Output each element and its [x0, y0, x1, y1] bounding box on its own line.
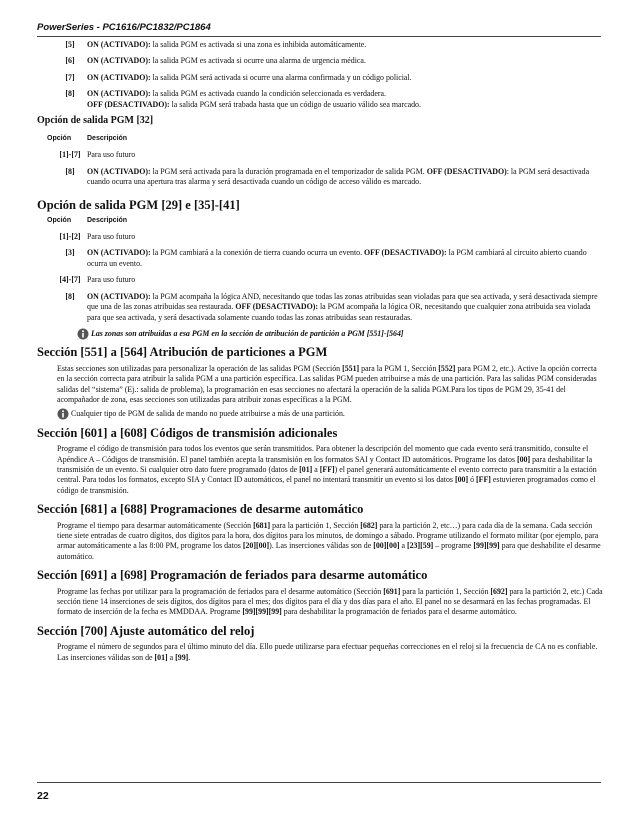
option-text-off: la PGM acompaña la lógica OR, necesitando que cualquier zona atribuida sea violada para que sea activada, y será desactivada solamente cuando todas las zonas atribuidas sean restauradas. — [87, 302, 591, 322]
option-number: [7] — [65, 72, 75, 82]
text-run: – programe — [433, 541, 474, 551]
text-run-bold: [FF] — [319, 464, 335, 474]
section-title-681: Sección [681] a [688] Programaciones de desarme automático — [37, 502, 364, 517]
option-row — [37, 275, 605, 285]
running-header: PowerSeries - PC1616/PC1832/PC1864 — [37, 22, 211, 33]
section-paragraph — [37, 364, 605, 406]
text-run: . — [188, 652, 191, 662]
text-run: para la PGM 1, Sección — [359, 363, 439, 373]
option-row — [37, 40, 605, 50]
text-run-bold: [00] — [516, 454, 531, 464]
option-row — [37, 292, 605, 323]
column-option: Opción — [47, 135, 72, 143]
section-title-691: Sección [691] a [698] Programación de feriados para desarme automático — [37, 568, 428, 583]
text-run-bold: [682] — [360, 520, 378, 530]
option-number: [5] — [65, 40, 75, 49]
section-title-601: Sección [601] a [608] Códigos de transmisión adicionales — [37, 425, 338, 440]
text-run-bold: [551] — [342, 363, 360, 373]
column-header — [37, 134, 605, 146]
option-label-off: OFF (DESACTIVADO): — [235, 302, 318, 312]
text-run-bold: [552] — [438, 363, 456, 373]
option-label-off: OFF (DESACTIVADO): — [364, 248, 447, 258]
section-paragraph — [37, 587, 605, 618]
text-run: ) el panel generará automáticamente el evento correcto para transmitir a la estación central. Para todos los formatos, excepto SIA y Contact ID automáticos, el panel no intentará transmitir un evento si los datos — [57, 464, 597, 485]
option-number: [3] — [65, 248, 75, 258]
note — [37, 329, 605, 339]
option-text: la PGM cambiará a la conexión de tierra cuando ocurra un evento. — [150, 248, 365, 258]
info-icon — [77, 328, 89, 343]
text-run: Estas secciones son utilizadas para personalizar la operación de las salidas PGM (Sección — [57, 363, 343, 373]
option-label: ON (ACTIVADO): — [87, 291, 151, 301]
text-run-bold: [99] — [175, 652, 189, 662]
option-number: [1]-[2] — [59, 232, 81, 242]
text-run: Programe el código de transmisión para todos los eventos que serán transmitidos. Para obtener la descripción del momento que cada evento será transmitido, consulte el Apéndice A – Códigos de transmisión. El panel también acepta la transmisión en los formatos SAI y Contact ID automáticos. Programe los datos — [57, 444, 589, 464]
text-run: para la partición 1, Sección — [270, 520, 361, 530]
option-text-off: la salida PGM será trabada hasta que un código de usuario válido sea marcado. — [169, 99, 421, 109]
option-text: Para uso futuro — [87, 232, 136, 242]
option-row — [37, 248, 605, 269]
section-title-pgm29: Opción de salida PGM [29] e [35]-[41] — [37, 197, 240, 212]
text-run-bold: [23][59] — [406, 541, 434, 551]
option-label: ON (ACTIVADO): — [87, 248, 151, 258]
option-number: [8] — [65, 291, 75, 301]
option-label: ON (ACTIVADO): — [87, 166, 151, 176]
text-run-bold: [01] — [299, 464, 313, 474]
option-row — [37, 232, 605, 242]
option-text: la PGM será activada para la duración programada en el temporizador de salida PGM. — [150, 166, 427, 176]
option-number: [8] — [65, 166, 75, 176]
text-run: a — [399, 541, 407, 551]
column-description: Descripción — [87, 217, 128, 225]
option-row — [37, 73, 605, 83]
text-run: para deshabilitar la programación de feriados para el desarme automático. — [281, 607, 517, 617]
section-paragraph — [37, 521, 605, 563]
info-icon — [57, 408, 69, 423]
section-title-551: Sección [551] a [564] Atribución de particiones a PGM — [37, 345, 328, 360]
text-run: ó — [468, 475, 476, 485]
option-text-off: la PGM cambiará al circuito abierto cuando ocurra un evento. — [87, 248, 587, 268]
note-text: Las zonas son atribuidas a esa PGM en la sección de atribución de partición a PGM [551]-[564] — [91, 328, 404, 338]
option-row — [37, 56, 605, 66]
text-run: para deshabilitar la transmisión de un evento. Si cualquier otro dato fuere programado (datos de — [57, 454, 593, 474]
footer-rule — [37, 782, 601, 783]
section-title-pgm32: Opción de salida PGM [32] — [37, 115, 154, 127]
text-run-bold: [99][99] — [473, 541, 500, 551]
text-run: a — [167, 652, 176, 662]
option-row — [37, 167, 605, 188]
option-text: la PGM acompaña la lógica AND, necesitando que todas las zonas atribuidas sean violadas para que sea activada, y será desactivada siempre que una de las zonas atribuidas sea restaurada. — [87, 291, 598, 312]
option-number: [1]-[7] — [59, 150, 81, 160]
text-run: a — [312, 464, 320, 474]
text-run-bold: [99][99][99] — [242, 607, 282, 617]
text-run: para la partición 2, etc…) para cada día de la semana. Cada sección tiene siete entradas de cuatro dígitos, dos dígitos para la hora, dos dígitos para los minutos, de domingo a sábado. Programe utilizando el formato militar (por ejemplo, para armar automáticamente a las 8:00 PM, programe los datos — [57, 520, 599, 551]
option-label: ON (ACTIVADO): — [87, 40, 151, 49]
text-run: Programe el tiempo para desarmar automáticamente (Sección — [57, 520, 254, 530]
text-run-bold: [00] — [454, 475, 469, 485]
option-row — [37, 89, 605, 110]
option-row — [37, 150, 605, 160]
option-number: [4]-[7] — [59, 275, 81, 285]
text-run: ). Las inserciones válidas son de — [269, 541, 374, 551]
column-option: Opción — [47, 217, 72, 225]
option-text: la salida PGM es activada si ocurre una alarma de urgencia médica. — [150, 56, 366, 66]
option-label-off: OFF (DESACTIVADO): — [87, 99, 170, 109]
page-number: 22 — [37, 790, 49, 802]
text-run: Programe el número de segundos para el último minuto del día. Ello puede utilizarse para efectuar pequeñas correcciones en el reloj si la frecuencia de CA no es confiable. Las inserciones válidas son de — [57, 642, 598, 662]
text-run-bold: [20][00] — [242, 541, 270, 551]
option-text: la salida PGM será activada si ocurre una alarma confirmada y un código policial. — [150, 72, 412, 82]
text-run-bold: [691] — [383, 586, 401, 596]
text-run-bold: [681] — [253, 520, 271, 530]
column-header — [37, 216, 605, 228]
section-paragraph — [37, 642, 605, 663]
option-text: la salida PGM es activada cuando la condición seleccionada es verdadera. — [150, 89, 386, 99]
section-paragraph — [37, 444, 605, 496]
text-run-bold: [692] — [490, 586, 508, 596]
column-description: Descripción — [87, 135, 128, 143]
option-label: ON (ACTIVADO): — [87, 56, 151, 66]
option-label: ON (ACTIVADO): — [87, 72, 151, 82]
note-text: Cualquier tipo de PGM de salida de mando no puede atribuirse a más de una partición. — [71, 409, 345, 419]
text-run: estuvieren programados como el código de transmisión. — [57, 475, 596, 495]
section-title-700: Sección [700] Ajuste automático del reloj — [37, 623, 255, 638]
option-text: Para uso futuro — [87, 150, 136, 160]
option-label: ON (ACTIVADO): — [87, 89, 151, 99]
text-run: Programe las fechas por utilizar para la programación de feriados para el desarme automático (Sección — [57, 586, 384, 596]
option-number: [6] — [65, 56, 75, 66]
option-number: [8] — [65, 89, 75, 99]
option-text: la salida PGM es activada si una zona es inhibida automáticamente. — [150, 40, 367, 49]
text-run-bold: [00][00] — [373, 541, 400, 551]
option-text: Para uso futuro — [87, 275, 136, 285]
text-run: para que deshabilite el desarme automático. — [57, 541, 601, 561]
header-rule — [37, 36, 601, 37]
page-content — [37, 40, 605, 667]
option-label-off: OFF (DESACTIVADO) — [426, 166, 507, 176]
text-run: para la partición 1, Sección — [400, 586, 491, 596]
text-run: para la partición 2, etc.) Cada sección tiene 14 inserciones de seis dígitos, dos dígitos para el mes; dos dígitos para el día y dos días para el año. El panel no se desarmará en las fechas programadas. El formato de inserción de la fecha es MMDDAA. Programe — [57, 586, 603, 617]
note — [37, 409, 605, 419]
text-run-bold: [01] — [154, 652, 168, 662]
text-run-bold: [FF] — [476, 475, 491, 485]
option-text-off: : la PGM será desactivada cuando ocurra una apertura tras alarma y será desactivada cuando un código de acceso válido es marcado. — [87, 166, 590, 187]
text-run: para PGM 2, etc.). Active la opción correcta en la sección correcta para atribuir la salida PGM a una partición específica. Las salidas PGM pueden atribuirse a más de una partición. Para las salidas PGM consideradas salidas del “sistema” (Ej.: salida de problema), la programación en esas secciones no afectará la operación de la salida PGM.Para los tipos de PGM 29, 35-41 del acompañador de zona, esas secciones son utilizadas para atribuir zonas específicas a la PGM. — [57, 363, 597, 404]
